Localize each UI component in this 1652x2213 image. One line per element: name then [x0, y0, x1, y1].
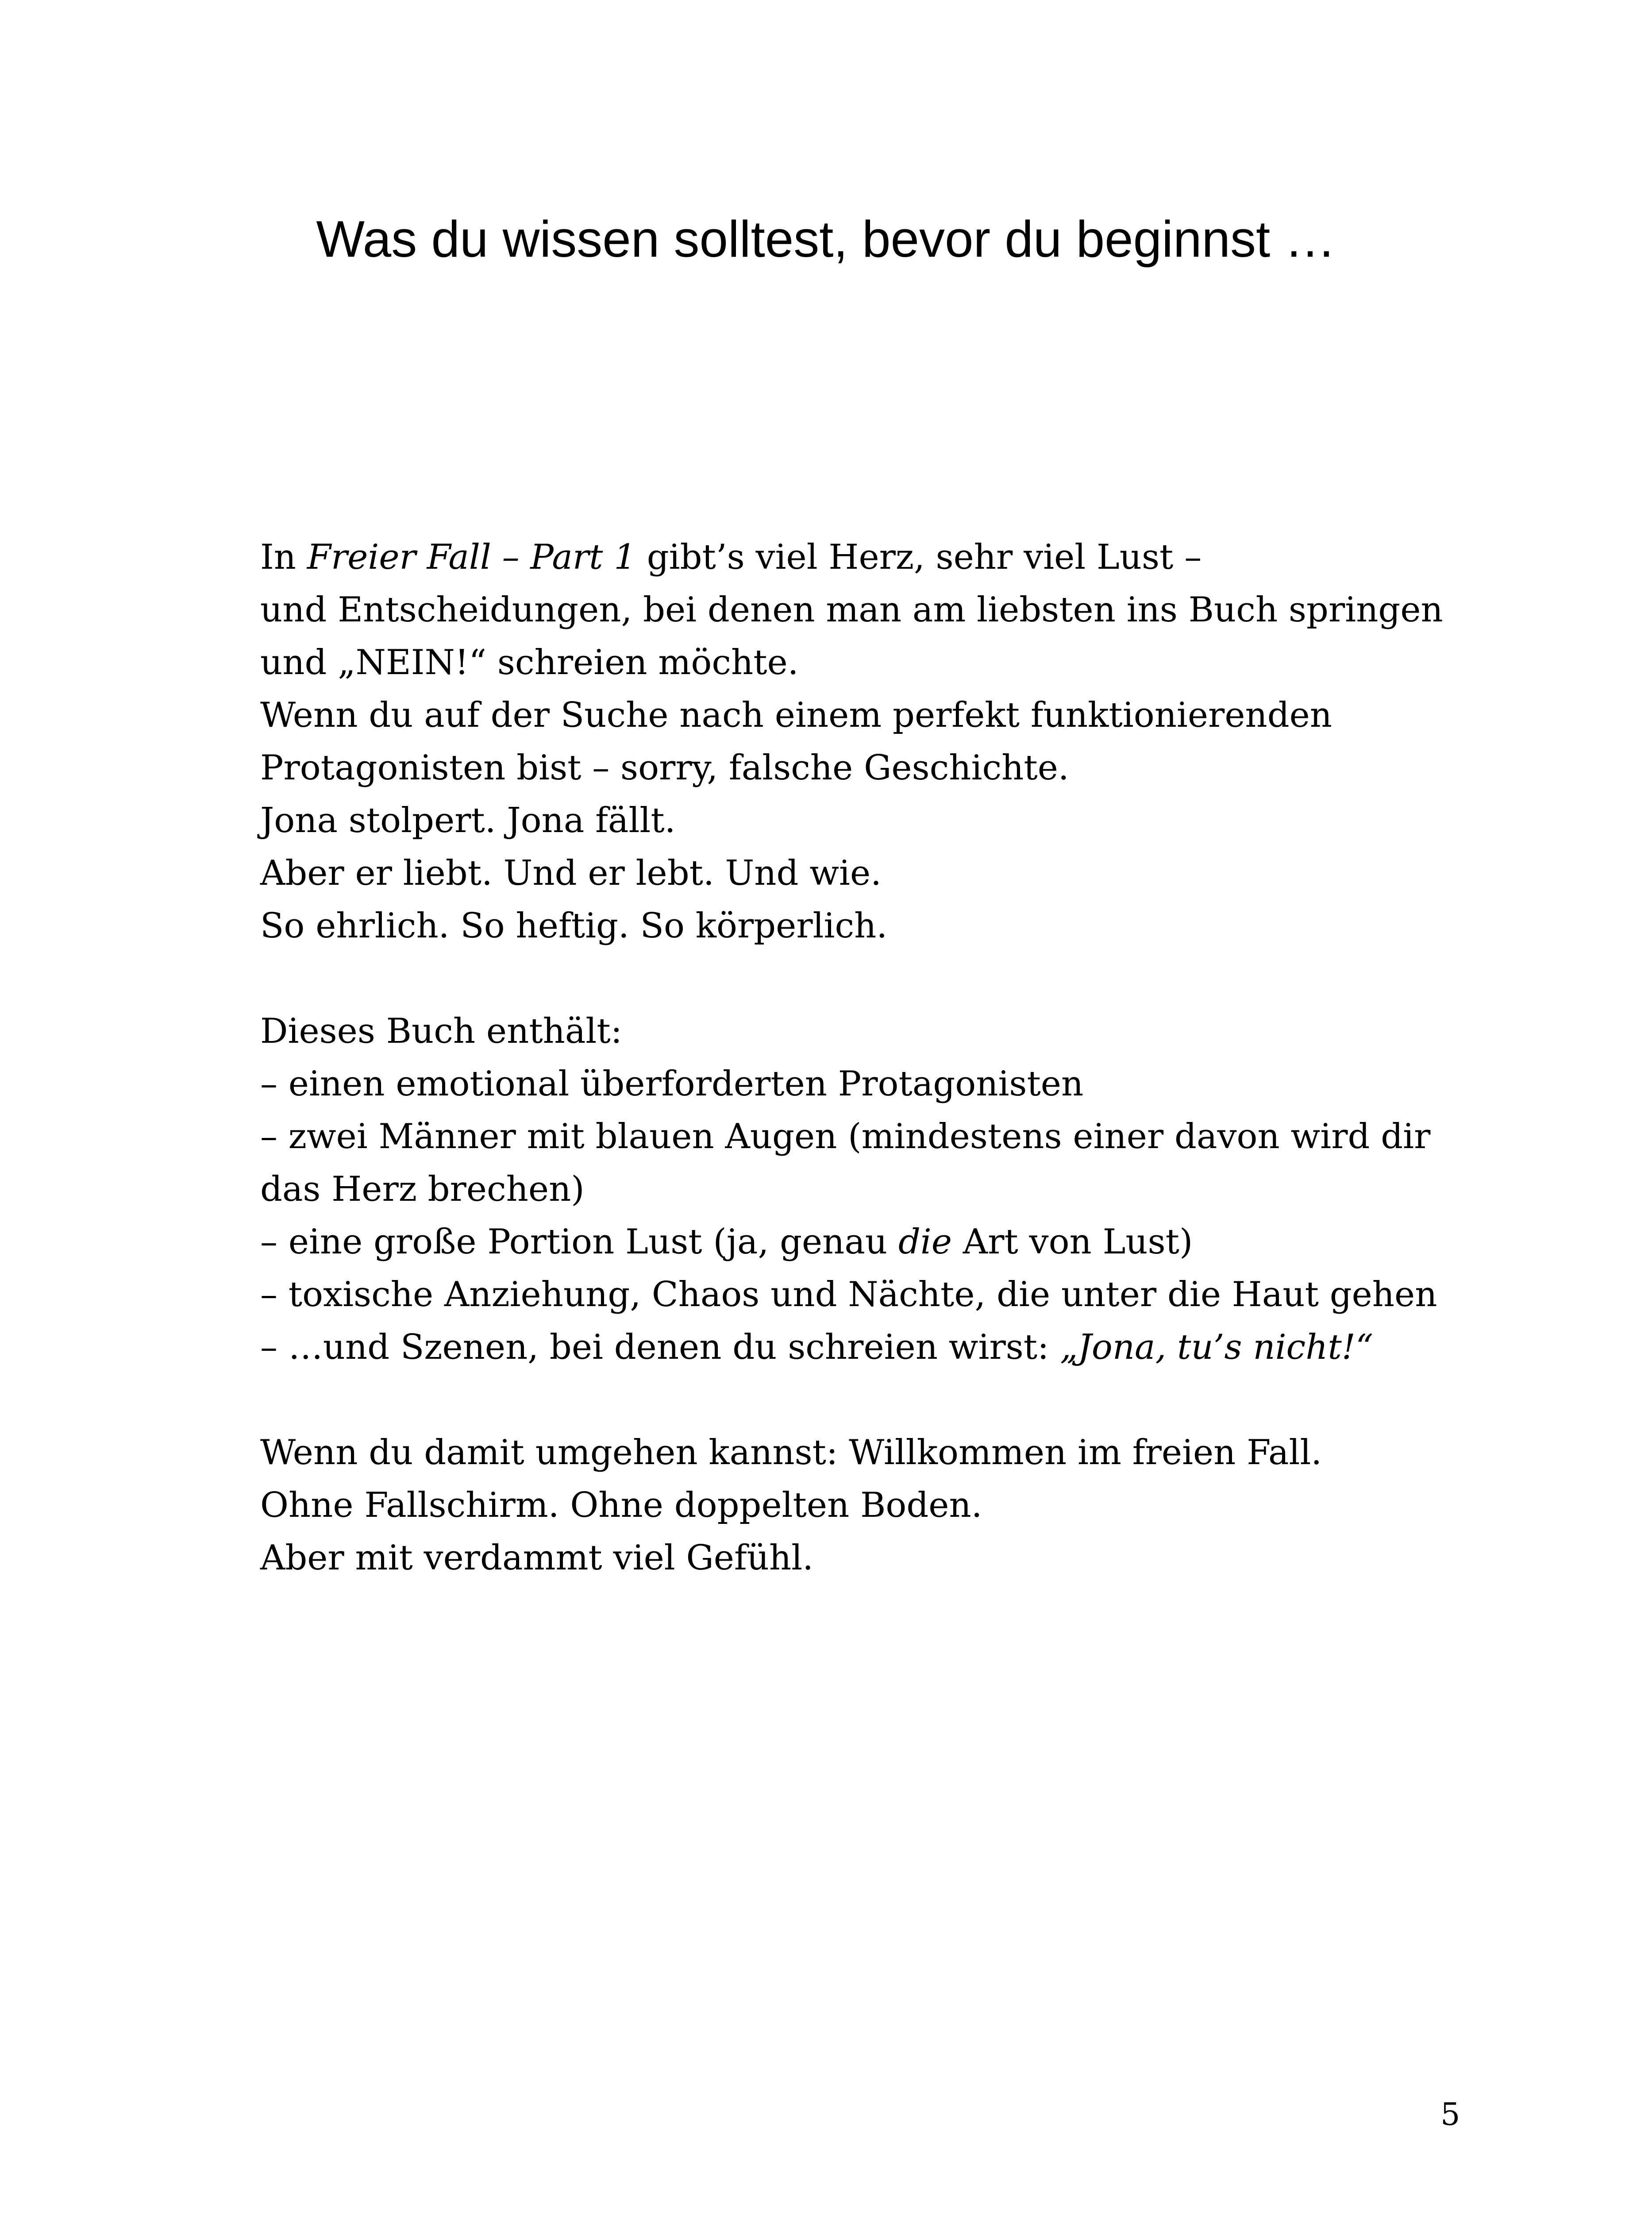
- contents-list: [260, 1005, 1455, 1374]
- list-item-continuation: das Herz brechen): [260, 1169, 585, 1209]
- text-fragment: – eine große Portion Lust (ja, genau: [260, 1222, 898, 1262]
- paragraph-gap: [260, 1374, 1455, 1426]
- text-line: Jona stolpert. Jona fällt.: [260, 801, 676, 840]
- text-line: [260, 531, 1455, 584]
- text-line: Aber mit verdammt viel Gefühl.: [260, 1538, 814, 1578]
- page-number: 5: [1440, 2096, 1460, 2132]
- text-fragment: In: [260, 537, 307, 577]
- text-line: Aber er liebt. Und er lebt. Und wie.: [260, 853, 882, 893]
- list-item: [260, 1321, 1455, 1374]
- page-title: Was du wissen solltest, bevor du beginnst …: [316, 210, 1336, 268]
- emphasis-quote: „Jona, tu’s nicht!“: [1060, 1327, 1374, 1367]
- list-item: – toxische Anziehung, Chaos und Nächte, die unter die Haut gehen: [260, 1275, 1437, 1315]
- text-fragment: Art von Lust): [951, 1222, 1193, 1262]
- list-item: – zwei Männer mit blauen Augen (mindestens einer davon wird dir: [260, 1117, 1431, 1157]
- paragraph-gap: [260, 952, 1455, 1005]
- closing-paragraph: [260, 1426, 1455, 1585]
- text-line: Ohne Fallschirm. Ohne doppelten Boden.: [260, 1485, 982, 1525]
- text-line: So ehrlich. So heftig. So körperlich.: [260, 906, 888, 946]
- list-item: [260, 1216, 1455, 1268]
- text-line: und „NEIN!“ schreien möchte.: [260, 643, 799, 682]
- text-fragment: gibt’s viel Herz, sehr viel Lust –: [635, 537, 1202, 577]
- text-line: Protagonisten bist – sorry, falsche Geschichte.: [260, 748, 1069, 788]
- text-fragment: – …und Szenen, bei denen du schreien wirst:: [260, 1327, 1060, 1367]
- intro-paragraph: [260, 531, 1455, 952]
- text-line: Wenn du auf der Suche nach einem perfekt funktionierenden: [260, 695, 1332, 735]
- book-title: Freier Fall – Part 1: [307, 537, 636, 577]
- body-text: [260, 531, 1455, 1585]
- text-line: Wenn du damit umgehen kannst: Willkommen im freien Fall.: [260, 1433, 1322, 1473]
- list-item: – einen emotional überforderten Protagonisten: [260, 1064, 1084, 1104]
- emphasis: die: [898, 1222, 952, 1262]
- text-line: und Entscheidungen, bei denen man am liebsten ins Buch springen: [260, 590, 1443, 630]
- contents-heading: Dieses Buch enthält:: [260, 1011, 622, 1051]
